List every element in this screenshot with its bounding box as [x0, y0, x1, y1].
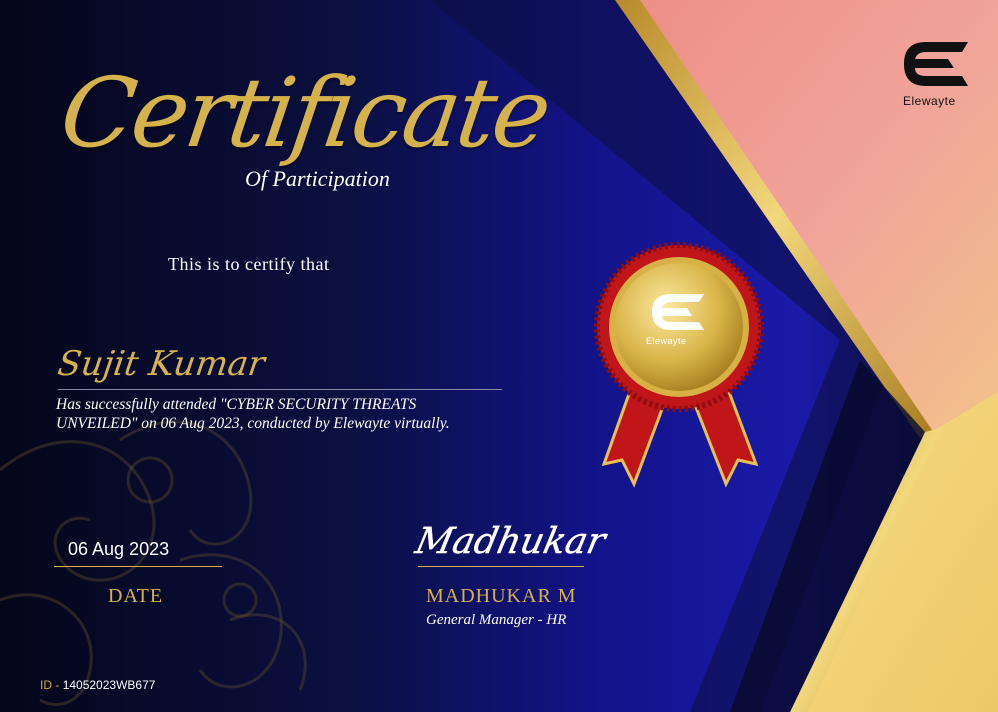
signature-underline	[418, 566, 584, 567]
certificate-id-value: 14052023WB677	[62, 678, 156, 692]
recipient-underline	[58, 389, 502, 390]
certify-line: This is to certify that	[168, 254, 330, 274]
ornament-swirl	[0, 422, 305, 705]
signer-title: General Manager - HR	[426, 612, 567, 628]
signer-name: MADHUKAR M	[426, 585, 577, 607]
award-medal-icon	[584, 232, 774, 492]
signature	[412, 515, 610, 567]
certificate-subtitle: Of Participation	[245, 166, 390, 191]
certificate-id-label: ID -	[40, 678, 60, 692]
participation-description: Has successfully attended "CYBER SECURITY THREATS UNVEILED" on 06 Aug 2023, conducted by Elewayte virtually.	[56, 396, 450, 432]
signature-text: Madhukar	[412, 519, 610, 562]
date-value: 06 Aug 2023	[68, 539, 170, 559]
brand-name: Elewayte	[903, 94, 956, 108]
medal-brand-name: Elewayte	[646, 336, 687, 346]
certificate-title: Certificate	[54, 57, 555, 169]
date-underline	[54, 566, 222, 567]
recipient-name: Sujit Kumar	[55, 344, 268, 384]
date-label: DATE	[108, 585, 164, 607]
certificate-id	[40, 678, 155, 692]
